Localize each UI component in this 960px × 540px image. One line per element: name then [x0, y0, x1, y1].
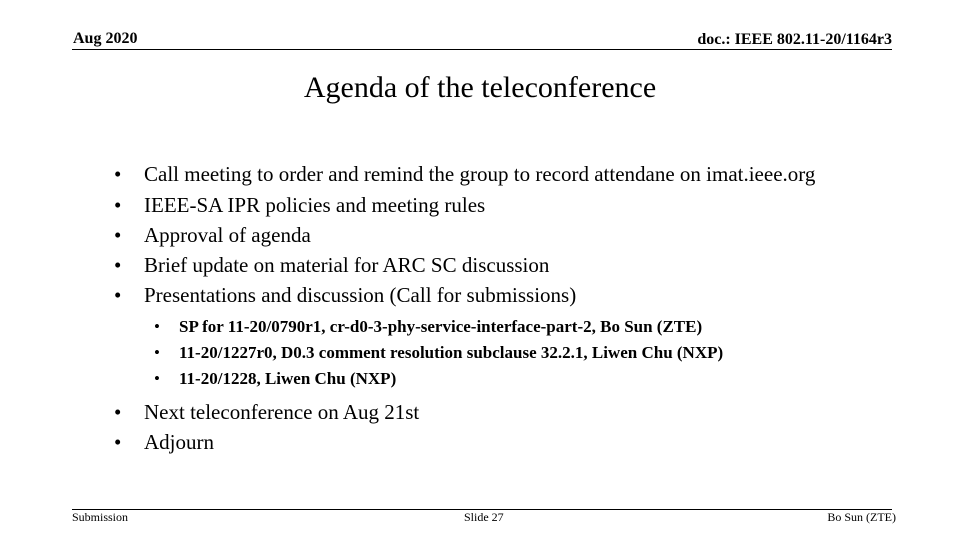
bullet-icon: •: [114, 223, 122, 247]
submission-item-text: 11-20/1227r0, D0.3 comment resolution subclause 32.2.1, Liwen Chu (NXP): [179, 343, 724, 362]
slide-title: Agenda of the teleconference: [303, 71, 657, 104]
footer-slide-number: Slide 27: [464, 510, 504, 524]
agenda-item: [114, 250, 878, 280]
agenda-item-text: Presentations and discussion (Call for submissions): [144, 283, 577, 307]
header-divider: [72, 49, 892, 50]
submission-item-text: 11-20/1228, Liwen Chu (NXP): [179, 369, 397, 388]
agenda-item: [114, 220, 878, 250]
bullet-icon: •: [114, 162, 122, 186]
agenda-item: [114, 280, 878, 310]
bullet-icon: •: [154, 343, 160, 362]
submission-item: [154, 366, 878, 392]
agenda-item-text: IEEE-SA IPR policies and meeting rules: [144, 193, 486, 217]
agenda-item-text: Brief update on material for ARC SC discussion: [144, 253, 550, 277]
agenda-item: [114, 190, 878, 220]
agenda-item-text: Next teleconference on Aug 21st: [144, 400, 420, 424]
submission-item: [154, 340, 878, 366]
submission-item-text: SP for 11-20/0790r1, cr-d0-3-phy-service-interface-part-2, Bo Sun (ZTE): [179, 317, 703, 336]
agenda-item: [114, 162, 878, 186]
agenda-item-text: Approval of agenda: [144, 223, 311, 247]
footer-author: Bo Sun (ZTE): [827, 510, 896, 524]
bullet-icon: •: [114, 283, 122, 307]
agenda-item: [114, 397, 878, 427]
agenda-item-text: Call meeting to order and remind the group to record attendane on imat.ieee.org: [144, 162, 816, 186]
agenda-item: [114, 427, 878, 457]
bullet-icon: •: [114, 400, 122, 424]
bullet-icon: •: [154, 369, 160, 388]
header-date: Aug 2020: [73, 30, 138, 47]
footer-submission-label: Submission: [72, 510, 129, 524]
bullet-icon: •: [114, 193, 122, 217]
agenda-list: [114, 158, 878, 457]
submission-list: [114, 314, 878, 392]
bullet-icon: •: [114, 253, 122, 277]
submission-item: [154, 314, 878, 340]
header-doc-id: doc.: IEEE 802.11-20/1164r3: [697, 31, 892, 48]
bullet-icon: •: [154, 317, 160, 336]
agenda-item-text: Adjourn: [144, 430, 214, 454]
bullet-icon: •: [114, 430, 122, 454]
